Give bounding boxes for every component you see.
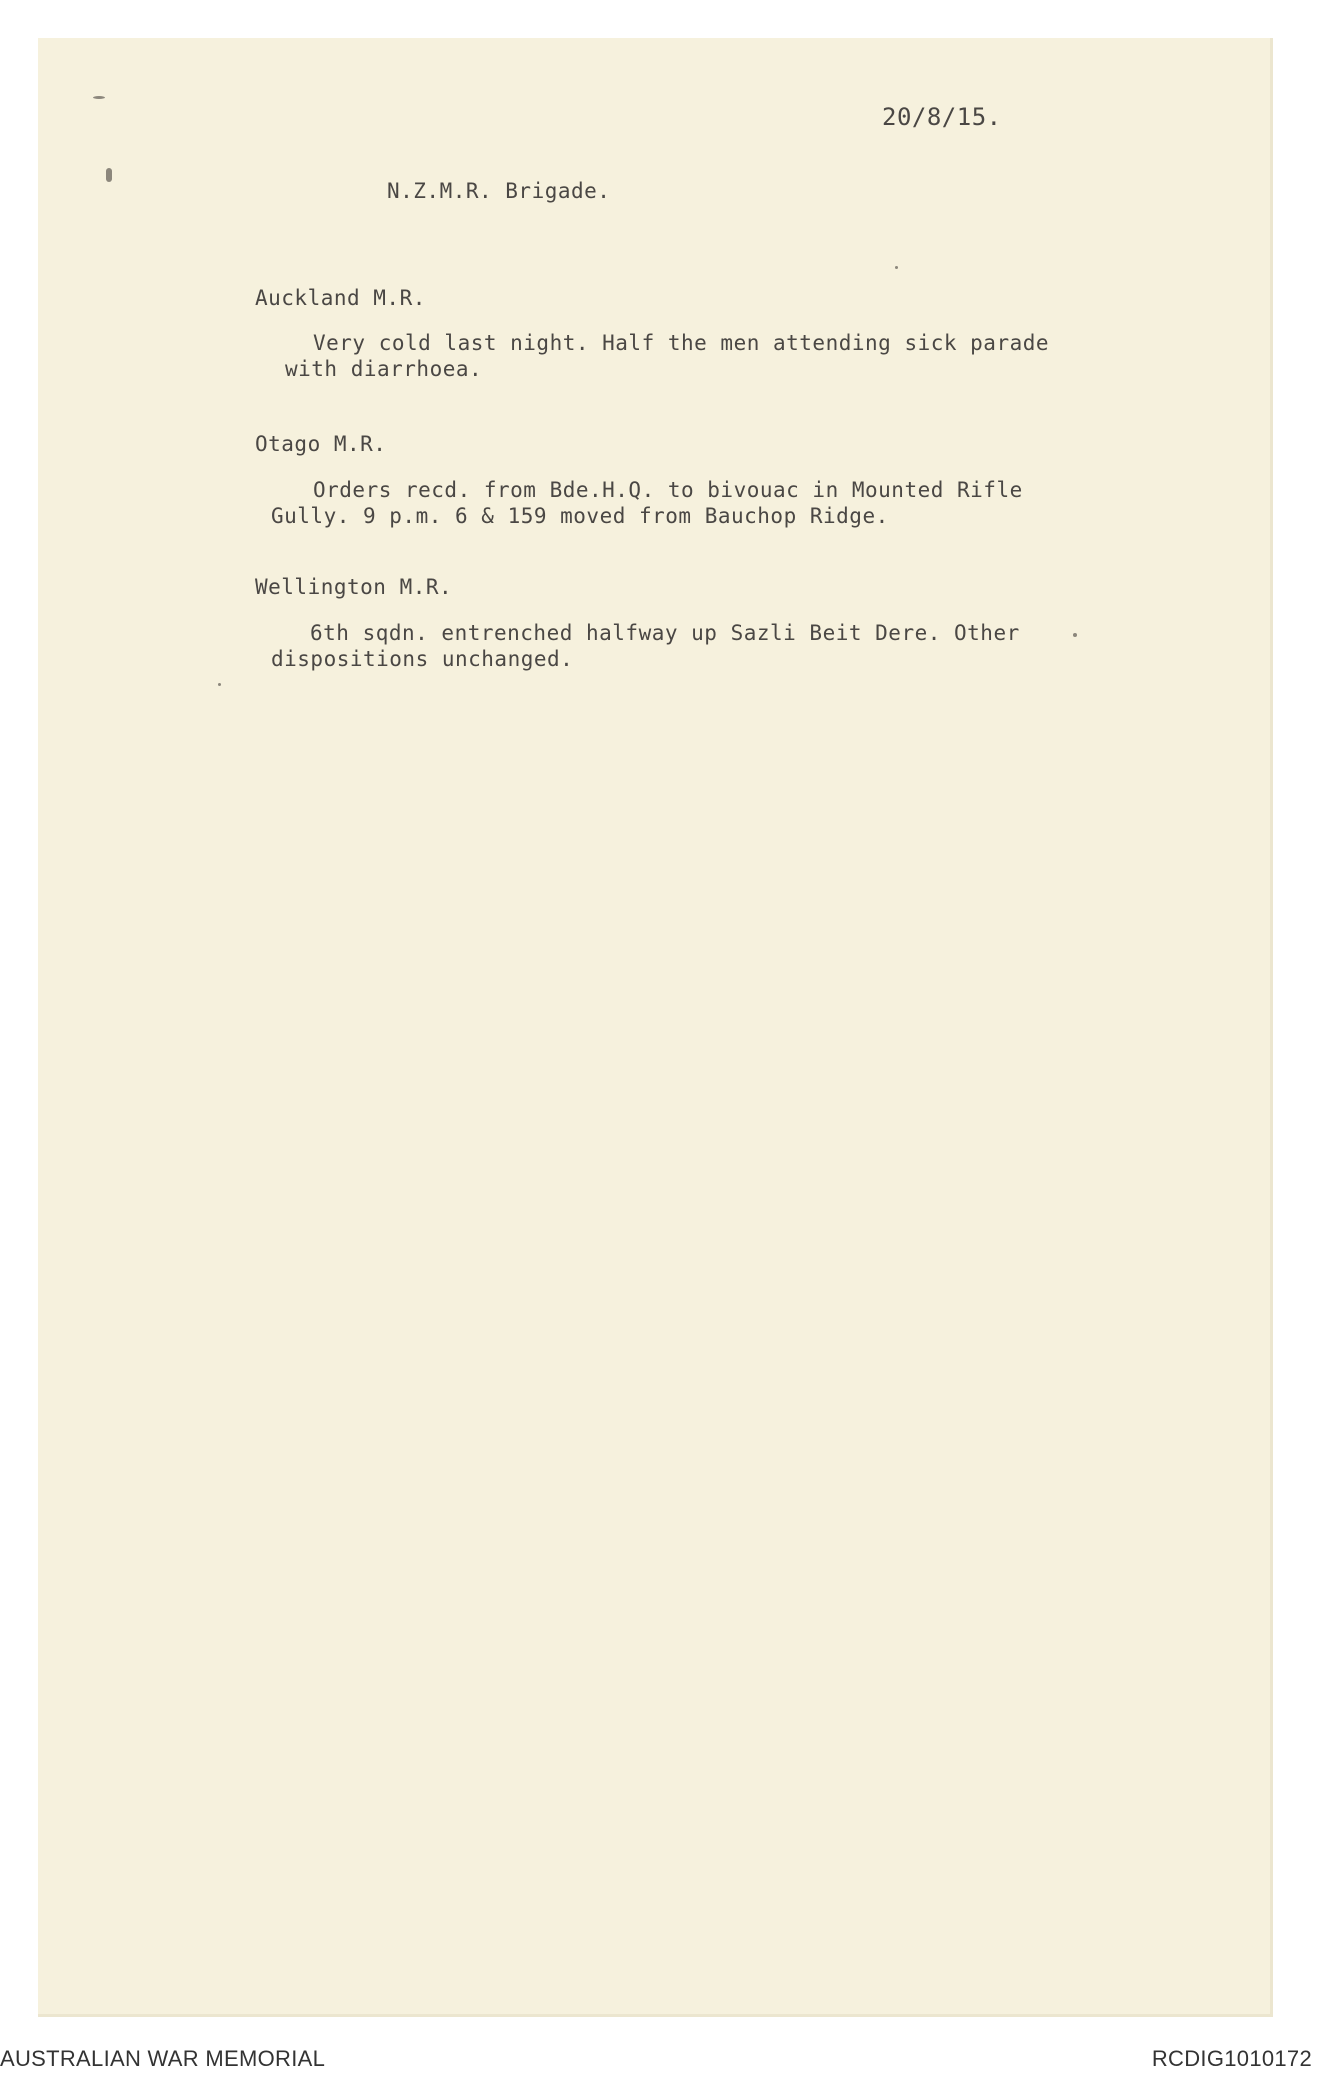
section-text-line: Very cold last night. Half the men attending sick parade [313,331,1050,355]
section-text-line: dispositions unchanged. [271,647,574,671]
section-heading-otago: Otago M.R. [255,432,387,456]
section-text-line: 6th sqdn. entrenched halfway up Sazli Beit Dere. Other [310,621,1020,645]
section-heading-wellington: Wellington M.R. [255,575,453,599]
section-text-line: with diarrhoea. [285,357,483,381]
paper-mark [895,266,898,269]
document-date: 20/8/15. [882,103,1002,131]
footer-record-id: RCDIG1010172 [1151,2046,1312,2071]
paper-mark [218,683,221,686]
section-text-line: Orders recd. from Bde.H.Q. to bivouac in Mounted Rifle [313,478,1023,502]
section-heading-auckland: Auckland M.R. [255,286,426,310]
paper-mark [106,168,112,182]
section-text-line: Gully. 9 p.m. 6 & 159 moved from Bauchop Ridge. [271,504,889,528]
footer-institution: AUSTRALIAN WAR MEMORIAL [0,2046,326,2071]
brigade-title: N.Z.M.R. Brigade. [387,179,611,203]
paper-mark [93,96,105,99]
paper-mark [1073,633,1077,637]
